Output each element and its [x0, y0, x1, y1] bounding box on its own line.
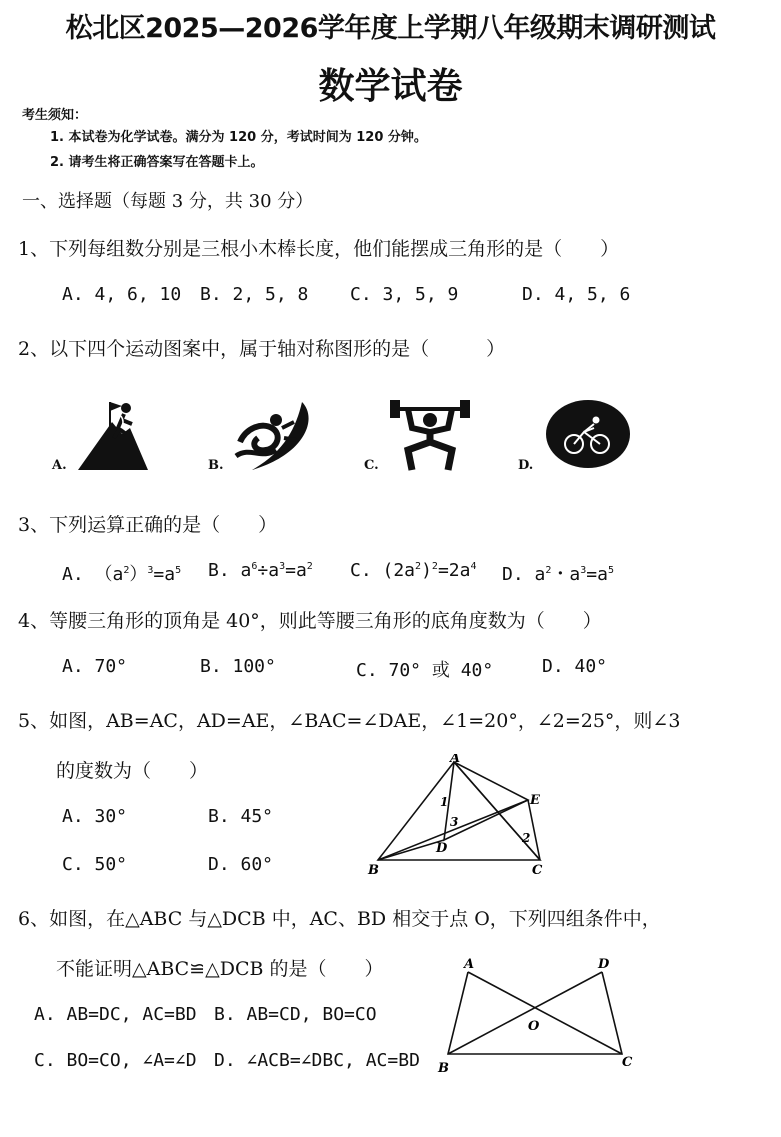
question-6-option-a: A. AB=DC, AC=BD	[34, 1004, 197, 1025]
question-6-option-d: D. ∠ACB=∠DBC, AC=BD	[214, 1050, 420, 1071]
notice-item-1: 1. 本试卷为化学试卷。满分为 120 分，考试时间为 120 分钟。	[50, 130, 427, 145]
swimmer-icon	[232, 398, 314, 478]
angle-1-label: 1	[440, 795, 449, 809]
question-4-option-a: A. 70°	[62, 656, 128, 677]
question-1-stem: 1、下列每组数分别是三根小木棒长度，他们能摆成三角形的是（ ）	[18, 238, 620, 260]
point-o-label: O	[528, 1019, 540, 1034]
question-2-option-b: B.	[208, 458, 224, 473]
question-6-figure	[432, 954, 642, 1082]
question-1-option-d: D. 4, 5, 6	[522, 284, 631, 305]
question-1-option-a: A. 4, 6, 10	[62, 284, 182, 305]
point-e-label: E	[530, 793, 540, 808]
point-a-label: A	[464, 957, 475, 972]
question-1-option-c: C. 3, 5, 9	[350, 284, 459, 305]
question-6-option-c: C. BO=CO, ∠A=∠D	[34, 1050, 197, 1071]
point-a-label: A	[450, 754, 461, 766]
exam-title: 松北区2025—2026学年度上学期八年级期末调研测试	[65, 13, 716, 44]
question-3-option-b: B. $a^6\div a^3=a^2$	[208, 560, 313, 581]
point-d-label: D	[598, 957, 610, 972]
question-2-option-d: D.	[518, 458, 534, 473]
section-heading: 一、选择题（每题 3 分，共 30 分）	[22, 191, 314, 212]
question-2-stem: 2、以下四个运动图案中，属于轴对称图形的是（ ）	[18, 338, 506, 360]
question-4-option-b: B. 100°	[200, 656, 276, 677]
question-5-stem: 5、如图，AB=AC，AD=AE，∠BAC=∠DAE，∠1=20°，∠2=25°，则∠3	[18, 710, 681, 732]
question-3-option-a: A. $(a^2)^3=a^5$	[62, 564, 182, 585]
question-4-option-c: C. 70° 或 40°	[356, 660, 494, 681]
question-3-option-d: D. $a^2$・$a^3=a^5$	[502, 564, 614, 585]
question-5-figure	[362, 754, 552, 884]
point-c-label: C	[622, 1055, 633, 1070]
question-5-stem-cont: 的度数为（ ）	[56, 760, 209, 782]
question-4-stem: 4、等腰三角形的顶角是 40°，则此等腰三角形的底角度数为（ ）	[18, 610, 602, 632]
question-5-option-d: D. 60°	[208, 854, 274, 875]
point-b-label: B	[438, 1061, 449, 1076]
angle-3-label: 3	[450, 815, 459, 829]
point-c-label: C	[532, 863, 543, 878]
question-6-stem: 6、如图，在△ABC 与△DCB 中，AC、BD 相交于点 O，下列四组条件中，	[18, 908, 661, 930]
point-d-label: D	[436, 841, 448, 856]
mountain-climber-icon	[76, 394, 150, 478]
cyclist-icon	[544, 398, 632, 474]
question-3-stem: 3、下列运算正确的是（ ）	[18, 514, 278, 536]
question-3-option-c: C. $(2a^2)^2=2a^4$	[350, 560, 477, 581]
notice-item-2: 2. 请考生将正确答案写在答题卡上。	[50, 155, 264, 170]
exam-subtitle: 数学试卷	[318, 66, 463, 107]
angle-2-label: 2	[522, 831, 531, 845]
notice-heading: 考生须知：	[22, 108, 88, 123]
question-2-option-c: C.	[364, 458, 379, 473]
question-6-stem-cont: 不能证明△ABC≌△DCB 的是（ ）	[56, 958, 384, 980]
weightlifter-icon	[388, 394, 472, 478]
question-6-option-b: B. AB=CD, BO=CO	[214, 1004, 377, 1025]
point-b-label: B	[368, 863, 379, 878]
question-5-option-c: C. 50°	[62, 854, 128, 875]
question-5-option-b: B. 45°	[208, 806, 274, 827]
question-1-option-b: B. 2, 5, 8	[200, 284, 309, 305]
question-2-option-a: A.	[52, 458, 67, 473]
question-4-option-d: D. 40°	[542, 656, 608, 677]
question-5-option-a: A. 30°	[62, 806, 128, 827]
